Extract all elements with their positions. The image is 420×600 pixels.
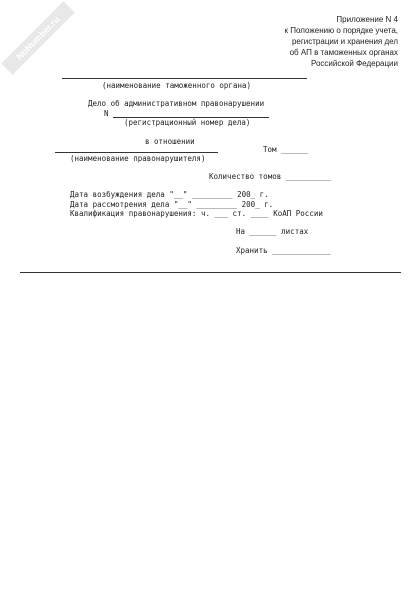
case-number-prefix: N — [104, 109, 109, 118]
header-line-3: регистрации и хранения дел — [291, 37, 398, 46]
customs-body-line — [62, 78, 307, 79]
watermark: NoNumber.ru — [1, 1, 75, 75]
header-line-1: Приложение N 4 — [336, 15, 398, 24]
sheets-count: На ______ листах — [236, 227, 309, 236]
reg-number-caption: (регистрационный номер дела) — [124, 118, 251, 127]
date-considered: Дата рассмотрения дела "__" _________ 200_ г. — [70, 200, 274, 209]
header-line-4: об АП в таможенных органах — [289, 48, 398, 57]
offender-caption: (наименование правонарушителя) — [70, 154, 206, 163]
header-line-5: Российской Федерации — [311, 59, 398, 68]
qualification: Квалификация правонарушения: ч. ___ ст. ____ КоАП России — [70, 209, 323, 218]
bottom-rule — [20, 272, 401, 273]
header-line-2: к Положению о порядке учета, — [284, 26, 398, 35]
volumes-count: Количество томов __________ — [209, 172, 331, 181]
offender-line — [55, 152, 218, 153]
volume-label: Том ______ — [263, 145, 309, 154]
case-title: Дело об административном правонарушении — [88, 99, 265, 108]
date-initiated: Дата возбуждения дела "__" _________ 200_ г. — [70, 190, 269, 199]
customs-body-caption: (наименование таможенного органа) — [102, 81, 252, 90]
keep-period: Хранить _____________ — [236, 246, 331, 255]
in-relation-label: в отношении — [145, 137, 195, 146]
